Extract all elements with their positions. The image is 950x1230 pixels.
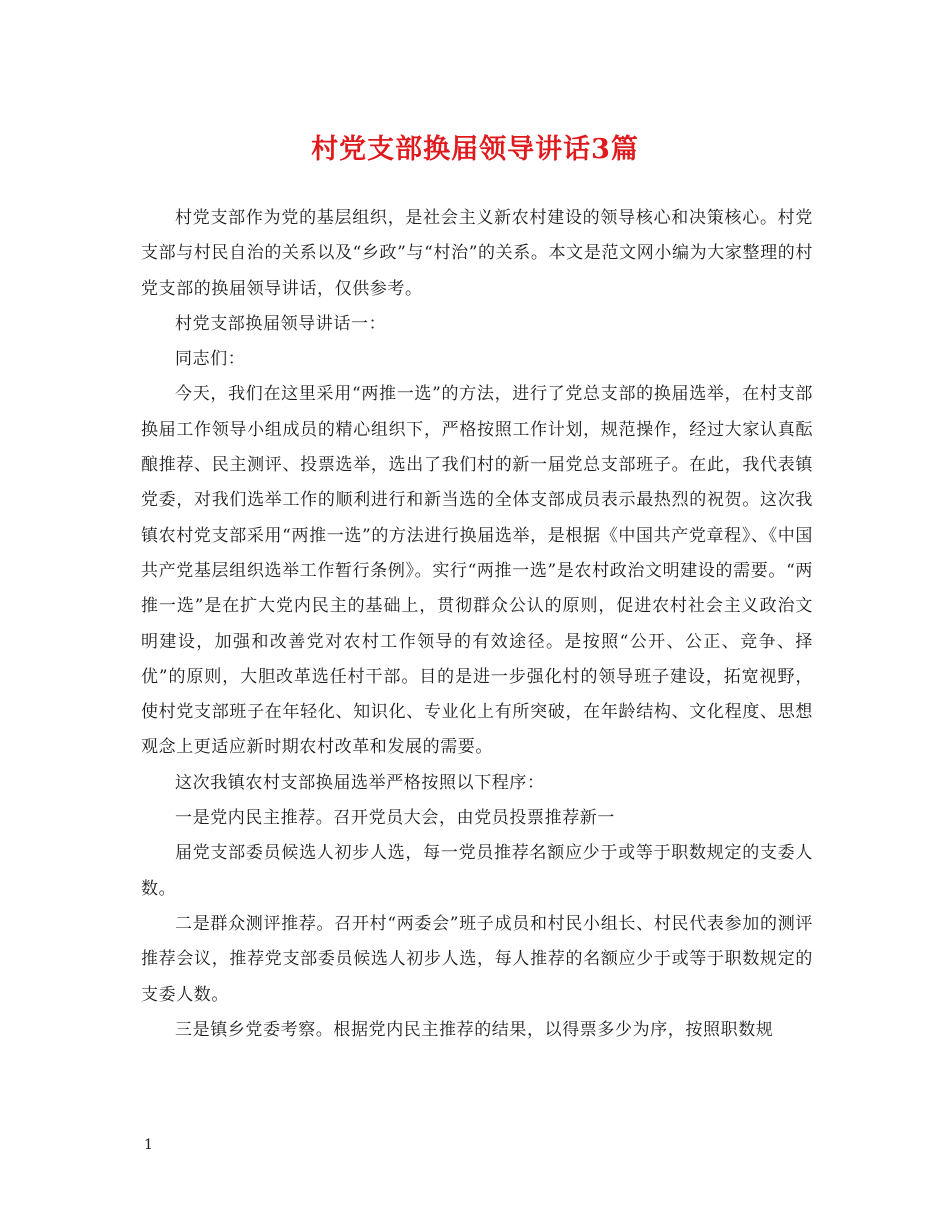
page-number: 1	[144, 1137, 153, 1153]
paragraph-main: 今天，我们在这里采用“两推一选”的方法，进行了党总支部的换届选举，在村支部换届工作领导小组成员的精心组织下，严格按照工作计划，规范操作，经过大家认真酝酿推荐、民主测评、投票选举，选出了我们村的新一届党总支部班子。在此，我代表镇党委，对我们选举工作的顺利进行和新当选的全体支部成员表示最热烈的祝贺。这次我镇农村党支部采用“两推一选”的方法进行换届选举，是根据《中国共产党章程》、《中国共产党基层组织选举工作暂行条例》。实行“两推一选”是农村政治文明建设的需要。“两推一选”是在扩大党内民主的基础上，贯彻群众公认的原则，促进农村社会主义政治文明建设，加强和改善党对农村工作领导的有效途径。是按照“公开、公正、竞争、择优”的原则，大胆改革选任村干部。目的是进一步强化村的领导班子建设，拓宽视野，使村党支部班子在年轻化、知识化、专业化上有所突破，在年龄结构、文化程度、思想观念上更适应新时期农村改革和发展的需要。	[141, 384, 813, 758]
paragraph-step-three: 三是镇乡党委考察。根据党内民主推荐的结果，以得票多少为序，按照职数规	[175, 1019, 774, 1040]
paragraph-procedure-intro: 这次我镇农村支部换届选举严格按照以下程序：	[175, 772, 545, 793]
paragraph-intro: 村党支部作为党的基层组织，是社会主义新农村建设的领导核心和决策核心。村党支部与村民自治的关系以及“乡政”与“村治”的关系。本文是范文网小编为大家整理的村党支部的换届领导讲话，仅供参考。	[141, 208, 813, 299]
paragraph-step-one: 一是党内民主推荐。召开党员大会，由党员投票推荐新一	[175, 808, 615, 829]
paragraph-speech-heading: 村党支部换届领导讲话一：	[175, 313, 387, 334]
document-title: 村党支部换届领导讲话3篇	[311, 134, 639, 165]
paragraph-step-two: 二是群众测评推荐。召开村“两委会”班子成员和村民小组长、村民代表参加的测评推荐会议，推荐党支部委员候选人初步人选，每人推荐的名额应少于或等于职数规定的支委人数。	[141, 913, 813, 1005]
document-body	[141, 201, 813, 1048]
paragraph-salutation: 同志们：	[175, 349, 246, 370]
paragraph-step-one-continued: 届党支部委员候选人初步人选，每一党员推荐名额应少于或等于职数规定的支委人数。	[141, 843, 813, 899]
